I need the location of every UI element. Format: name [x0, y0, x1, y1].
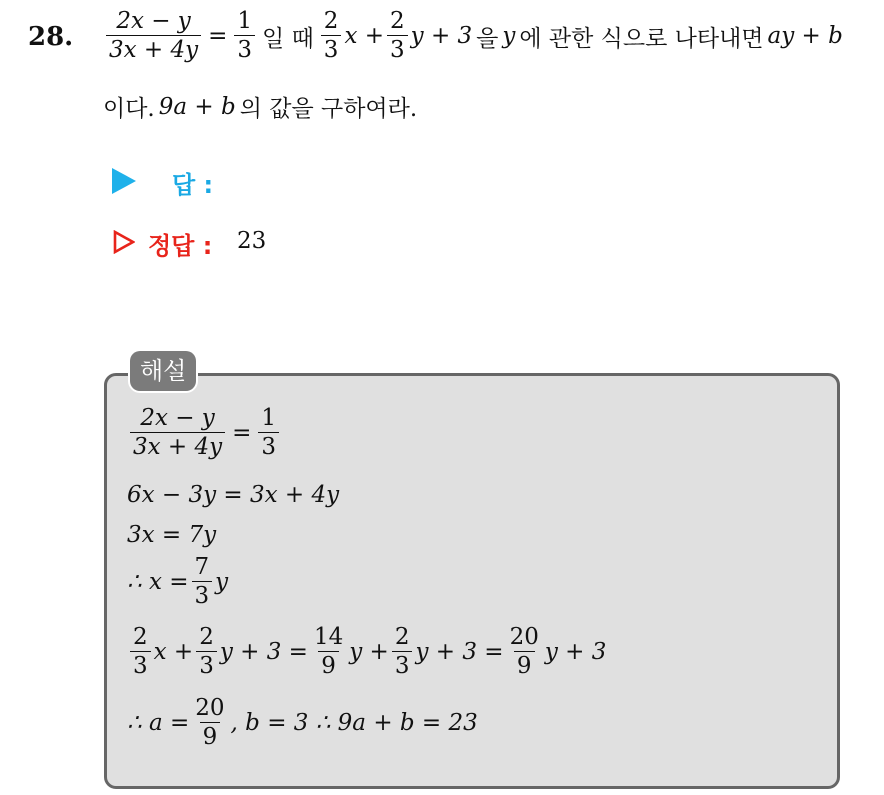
fraction: $\frac{2}{3}$ [321, 10, 342, 62]
question-line-2: 이다. 9a + b 의 값을 구하여라. [103, 93, 418, 122]
solution-line-2: 6x − 3y = 3x + 4y [127, 482, 340, 508]
fraction: $\frac{2x - y}{3x + 4y}$ [106, 10, 201, 62]
fraction: $\frac{2}{3}$ [392, 626, 413, 678]
solution-line-3: 3x = 7y [127, 522, 217, 548]
fraction: $\frac{2x - y}{3x + 4y}$ [130, 407, 225, 459]
solution-tag: 해설 [130, 351, 196, 391]
question-number: 28. [28, 22, 74, 52]
solution-line-1: $\frac{2x - y}{3x + 4y}$ = $\frac{1}{3}$ [127, 407, 282, 459]
answer-triangle-icon [112, 168, 136, 194]
fraction: $\frac{2}{3}$ [387, 10, 408, 62]
fraction: $\frac{1}{3}$ [258, 407, 279, 459]
solution-line-4: ∴ x = $\frac{7}{3}$ y [127, 554, 229, 609]
question-line-1: $\frac{2x - y}{3x + 4y}$ = $\frac{1}{3}$ 일 때 $\frac{2}{3}$ x + $\frac{2}{3}$ y + 3 을 y 에 관한 식으로 나타내면 ay + b [103, 10, 843, 62]
fraction: $\frac{7}{3}$ [192, 556, 213, 608]
fraction: $\frac{2}{3}$ [130, 626, 151, 678]
fraction: $\frac{20}{9}$ [509, 624, 539, 679]
fraction: $\frac{20}{9}$ [195, 695, 225, 750]
fraction: $\frac{2}{3}$ [196, 626, 217, 678]
fraction: $\frac{1}{3}$ [234, 10, 255, 62]
correct-triangle-outline-icon [113, 230, 135, 254]
correct-answer-value: 23 [237, 228, 267, 254]
solution-line-5: $\frac{2}{3}$ x + $\frac{2}{3}$ y + 3 = $\frac{14}{9}$ y + $\frac{2}{3}$ y + 3 = $\frac{20}{9}$ y + 3 [127, 626, 606, 678]
correct-answer-label: 정답 : [148, 232, 213, 260]
fraction: $\frac{14}{9}$ [313, 624, 344, 679]
solution-line-6: ∴ a = $\frac{20}{9}$ , b = 3 ∴ 9a + b = 23 [127, 695, 478, 750]
answer-label: 답 : [172, 171, 214, 199]
